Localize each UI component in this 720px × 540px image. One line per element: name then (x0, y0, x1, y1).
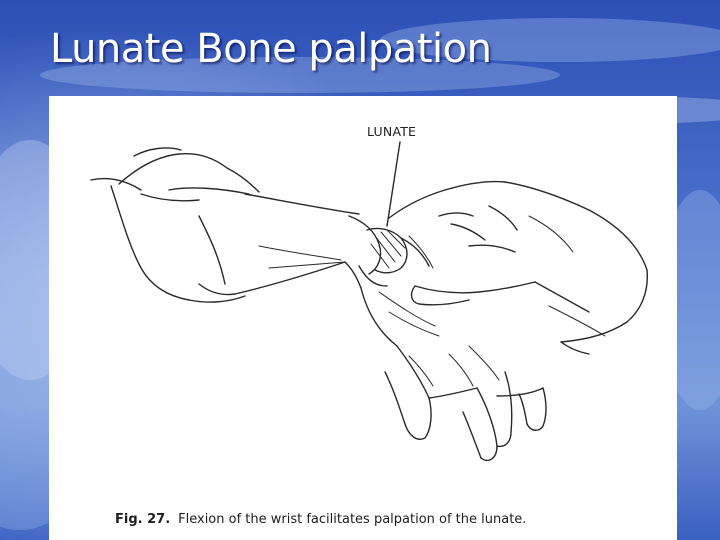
figure-caption (115, 512, 526, 527)
slide-title: Lunate Bone palpation (50, 26, 492, 72)
figure-caption-text: Flexion of the wrist facilitates palpation of the lunate. (178, 512, 527, 527)
lunate-label: LUNATE (367, 124, 417, 139)
figure-number: Fig. 27. (115, 512, 171, 527)
figure-panel (49, 96, 677, 540)
wrist-palpation-illustration (49, 96, 677, 540)
